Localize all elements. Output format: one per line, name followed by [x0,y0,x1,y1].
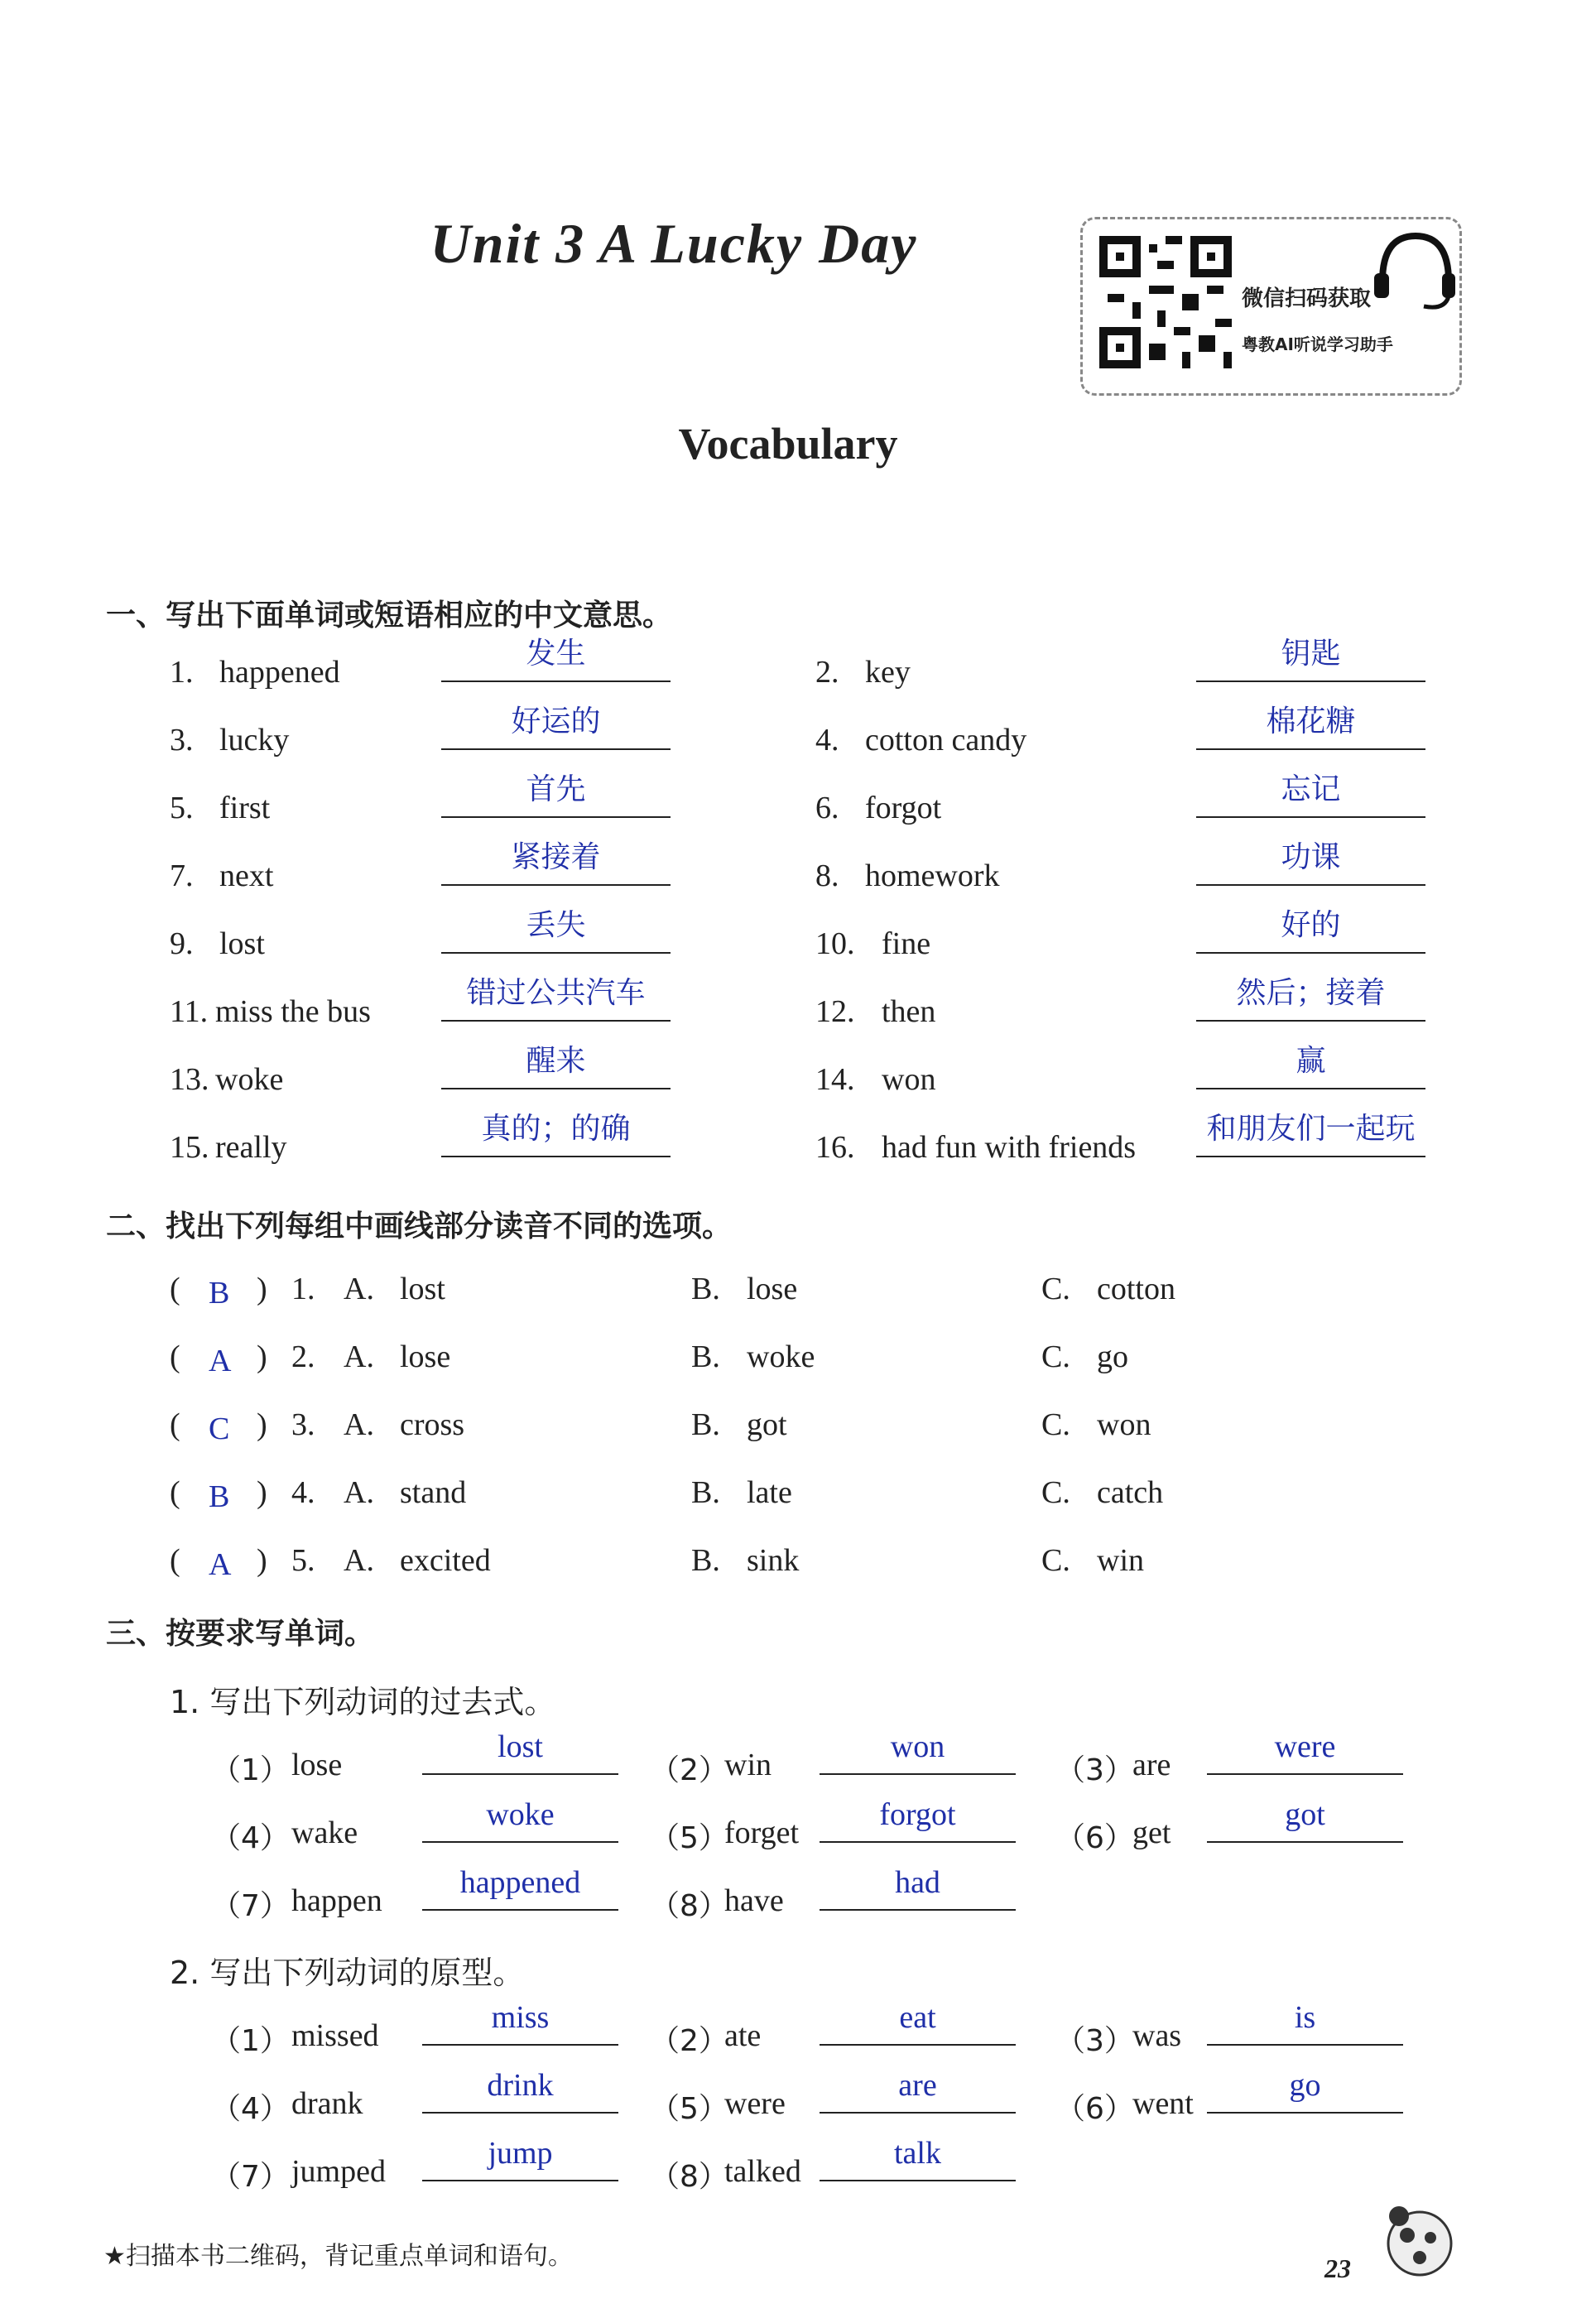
option-label-b: B. [691,1339,720,1374]
verb-word: lose [291,1748,343,1782]
answer-blank[interactable]: 然后；接着 [1196,977,1425,1022]
vocab-word: cotton candy [865,723,1027,757]
option-label-a: A. [344,1407,374,1442]
close-paren: ) [257,1475,267,1510]
item-number: （3） [1055,2024,1134,2058]
item-number: 2. [815,655,839,690]
choice-answer[interactable]: B [209,1479,230,1514]
answer-blank[interactable]: 功课 [1196,841,1425,886]
section-subtitle: Vocabulary [678,419,898,469]
verb-word: went [1132,2086,1194,2121]
answer-blank[interactable]: forgot [820,1798,1016,1843]
option-label-a: A. [344,1475,374,1510]
option-c: cotton [1097,1272,1175,1306]
item-number: 5. [170,791,194,825]
vocab-word: miss the bus [215,994,371,1029]
option-a: stand [400,1475,467,1510]
question-number: 3. [291,1407,315,1442]
option-label-b: B. [691,1272,720,1306]
option-label-a: A. [344,1543,374,1578]
question-number: 5. [291,1543,315,1578]
choice-answer[interactable]: B [209,1276,230,1310]
answer-blank[interactable]: got [1207,1798,1403,1843]
answer-blank[interactable]: 好的 [1196,909,1425,954]
answer-blank[interactable]: 醒来 [441,1045,671,1089]
answer-blank[interactable]: miss [422,2001,618,2046]
vocab-word: forgot [865,791,942,825]
vocab-word: fine [882,926,931,961]
item-number: （8） [650,2160,728,2194]
option-a: lost [400,1272,445,1306]
verb-word: wake [291,1815,358,1850]
qr-code-icon [1099,236,1232,368]
item-number: （8） [650,1889,728,1923]
qr-code[interactable] [1099,236,1232,368]
answer-blank[interactable]: go [1207,2069,1403,2114]
option-label-c: C. [1041,1475,1070,1510]
option-label-b: B. [691,1543,720,1578]
item-number: 3. [170,723,194,757]
vocab-word: really [215,1130,287,1165]
verb-word: was [1132,2018,1182,2053]
option-a: excited [400,1543,491,1578]
vocab-word: then [882,994,936,1029]
option-label-b: B. [691,1475,720,1510]
item-number: （5） [650,1821,728,1855]
section3-part1-title: 1. 写出下列动词的过去式。 [170,1684,556,1720]
answer-blank[interactable]: 丢失 [441,909,671,954]
option-c: catch [1097,1475,1164,1510]
item-number: （5） [650,2092,728,2126]
close-paren: ) [257,1339,267,1374]
answer-blank[interactable]: eat [820,2001,1016,2046]
vocab-word: had fun with friends [882,1130,1137,1165]
verb-word: were [724,2086,786,2121]
footer-note: ★扫描本书二维码，背记重点单词和语句。 [103,2242,573,2271]
option-b: got [747,1407,787,1442]
verb-word: get [1132,1815,1171,1850]
item-number: 14. [815,1062,855,1097]
item-number: （7） [211,2160,290,2194]
page-title: Unit 3 A Lucky Day [430,212,918,275]
answer-blank[interactable]: 发生 [441,637,671,682]
answer-blank[interactable]: 好运的 [441,705,671,750]
item-number: （6） [1055,2092,1134,2126]
verb-word: win [724,1748,772,1782]
item-number: 15. [170,1130,209,1165]
section2-heading: 二、找出下列每组中画线部分读音不同的选项。 [106,1209,733,1243]
section1-heading: 一、写出下面单词或短语相应的中文意思。 [106,599,673,632]
verb-word: talked [724,2154,801,2189]
answer-blank[interactable]: 忘记 [1196,773,1425,818]
vocab-word: woke [215,1062,284,1097]
open-paren: ( [170,1475,180,1510]
item-number: （4） [211,1821,290,1855]
item-number: 12. [815,994,855,1029]
option-b: woke [747,1339,815,1374]
item-number: （7） [211,1889,290,1923]
item-number: 9. [170,926,194,961]
question-number: 4. [291,1475,315,1510]
item-number: 16. [815,1130,855,1165]
vocab-word: lucky [219,723,290,757]
answer-blank[interactable]: jump [422,2137,618,2181]
item-number: （1） [211,1753,290,1787]
answer-blank[interactable]: 棉花糖 [1196,705,1425,750]
vocab-word: next [219,858,274,893]
answer-blank[interactable]: lost [422,1730,618,1775]
choice-answer[interactable]: A [209,1344,232,1378]
answer-blank[interactable]: are [820,2069,1016,2114]
verb-word: drank [291,2086,363,2121]
verb-word: have [724,1883,784,1918]
open-paren: ( [170,1407,180,1442]
headset-icon [1366,224,1457,319]
item-number: 7. [170,858,194,893]
item-number: 6. [815,791,839,825]
answer-blank[interactable]: were [1207,1730,1403,1775]
item-number: 13. [170,1062,209,1097]
item-number: （2） [650,1753,728,1787]
answer-blank[interactable]: 和朋友们一起玩 [1196,1113,1425,1157]
option-a: cross [400,1407,465,1442]
close-paren: ) [257,1543,267,1578]
answer-blank[interactable]: happened [422,1866,618,1911]
option-c: won [1097,1407,1151,1442]
qr-subcaption: 粤教AI听说学习助手 [1242,334,1393,354]
answer-blank[interactable]: had [820,1866,1016,1911]
item-number: 10. [815,926,855,961]
close-paren: ) [257,1407,267,1442]
answer-blank[interactable]: 赢 [1196,1045,1425,1089]
answer-blank[interactable]: 首先 [441,773,671,818]
open-paren: ( [170,1339,180,1374]
verb-word: missed [291,2018,379,2053]
vocab-word: won [882,1062,936,1097]
answer-blank[interactable]: drink [422,2069,618,2114]
answer-blank[interactable]: 钥匙 [1196,637,1425,682]
answer-blank[interactable]: talk [820,2137,1016,2181]
item-number: （6） [1055,1821,1134,1855]
verb-word: are [1132,1748,1171,1782]
verb-word: forget [724,1815,800,1850]
ladybug-icon [1374,2198,1465,2293]
option-label-a: A. [344,1272,374,1306]
choice-answer[interactable]: C [209,1411,230,1446]
vocab-word: first [219,791,271,825]
section3-part2-title: 2. 写出下列动词的原型。 [170,1955,525,1991]
item-number: （4） [211,2092,290,2126]
option-label-c: C. [1041,1407,1070,1442]
option-a: lose [400,1339,451,1374]
close-paren: ) [257,1272,267,1306]
option-label-a: A. [344,1339,374,1374]
qr-caption: 微信扫码获取 [1242,286,1372,311]
option-b: lose [747,1272,798,1306]
question-number: 1. [291,1272,315,1306]
option-label-c: C. [1041,1272,1070,1306]
answer-blank[interactable]: 错过公共汽车 [441,977,671,1022]
vocab-word: lost [219,926,265,961]
item-number: 8. [815,858,839,893]
item-number: 1. [170,655,194,690]
answer-blank[interactable]: is [1207,2001,1403,2046]
option-label-b: B. [691,1407,720,1442]
verb-word: happen [291,1883,382,1918]
question-number: 2. [291,1339,315,1374]
option-c: go [1097,1339,1128,1374]
item-number: （3） [1055,1753,1134,1787]
open-paren: ( [170,1543,180,1578]
item-number: （2） [650,2024,728,2058]
vocab-word: key [865,655,911,690]
open-paren: ( [170,1272,180,1306]
answer-blank[interactable]: 真的；的确 [441,1113,671,1157]
item-number: （1） [211,2024,290,2058]
verb-word: jumped [291,2154,386,2189]
option-label-c: C. [1041,1339,1070,1374]
choice-answer[interactable]: A [209,1547,232,1582]
option-b: sink [747,1543,800,1578]
vocab-word: homework [865,858,1000,893]
page-number: 23 [1324,2253,1351,2283]
answer-blank[interactable]: 紧接着 [441,841,671,886]
answer-blank[interactable]: woke [422,1798,618,1843]
option-label-c: C. [1041,1543,1070,1578]
verb-word: ate [724,2018,762,2053]
answer-blank[interactable]: won [820,1730,1016,1775]
option-b: late [747,1475,792,1510]
option-c: win [1097,1543,1144,1578]
vocab-word: happened [219,655,340,690]
section3-heading: 三、按要求写单词。 [106,1617,375,1651]
item-number: 11. [170,994,209,1029]
item-number: 4. [815,723,839,757]
